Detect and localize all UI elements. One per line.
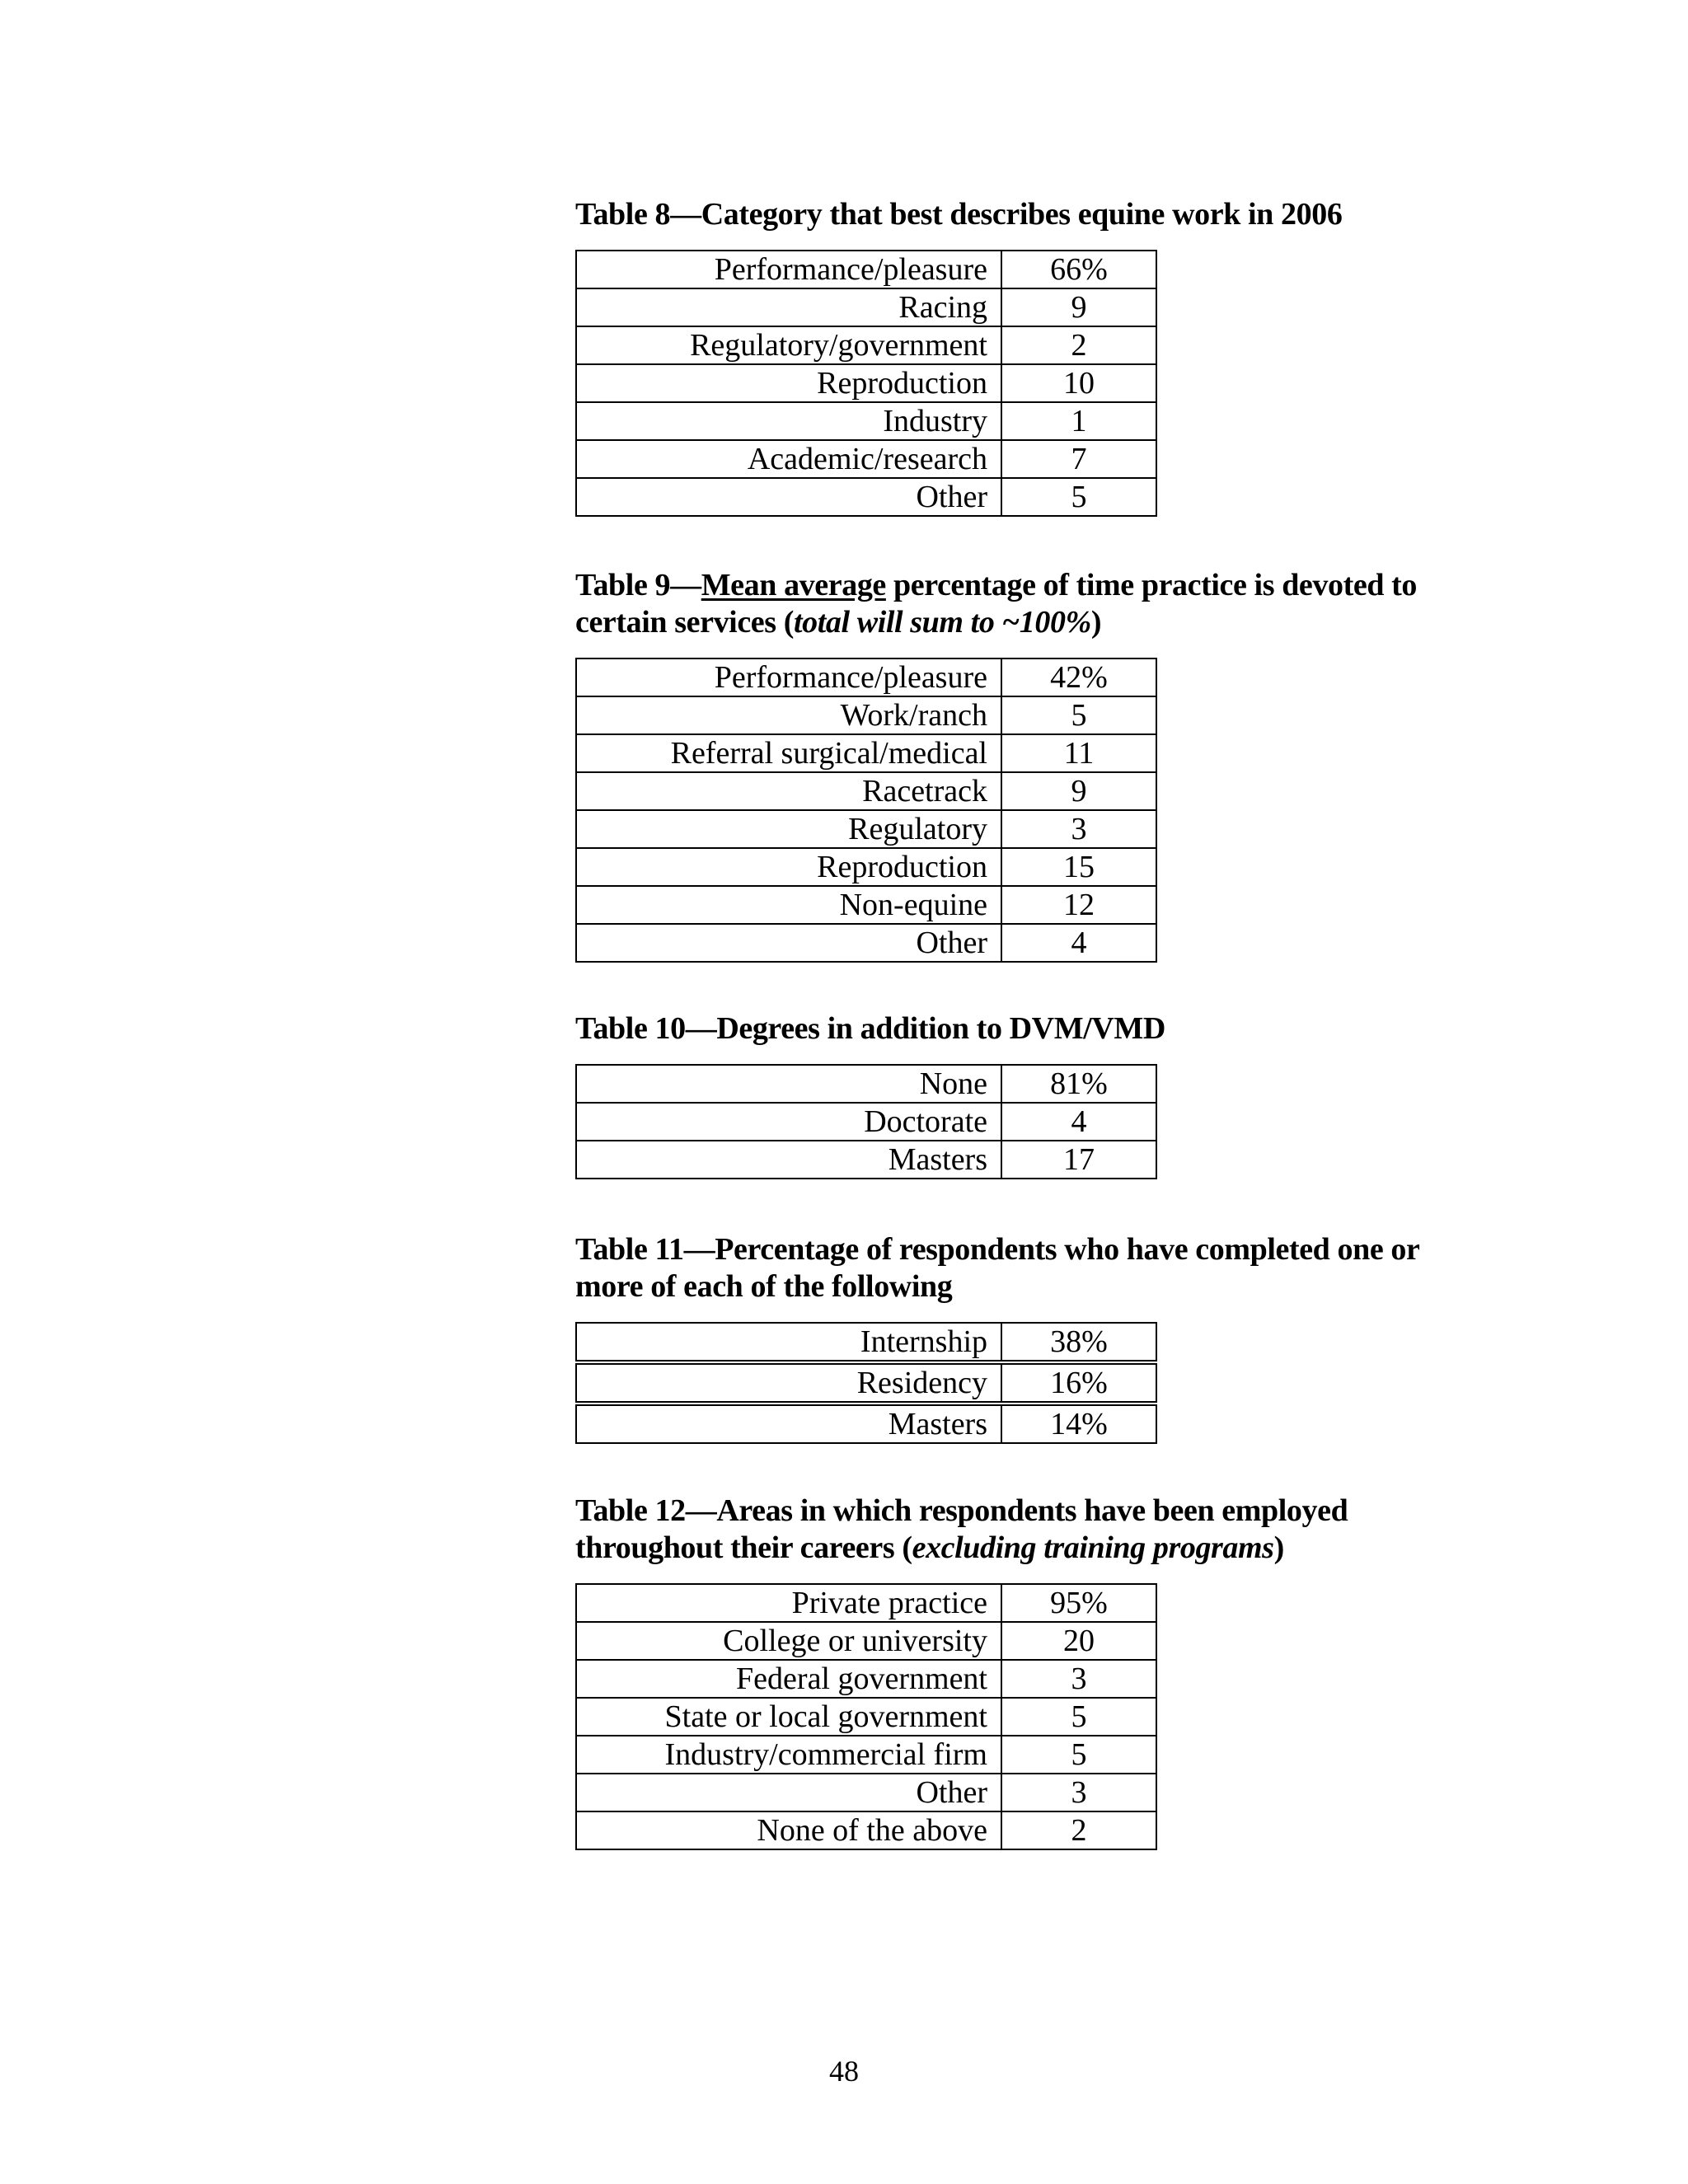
row-label: Internship <box>576 1323 1001 1362</box>
table-row <box>576 810 1156 848</box>
caption-underlined: Mean average <box>701 568 886 602</box>
table-12-caption <box>575 1493 1482 1567</box>
row-label: Residency <box>576 1362 1001 1404</box>
page-number: 48 <box>829 2055 859 2088</box>
row-label: Masters <box>576 1141 1001 1179</box>
table-row <box>576 1103 1156 1141</box>
table-10-section <box>575 1010 1482 1179</box>
row-value: 42% <box>1001 658 1156 696</box>
row-label: Other <box>576 478 1001 516</box>
row-label: Reproduction <box>576 364 1001 402</box>
table-row <box>576 1774 1156 1811</box>
row-label: Racetrack <box>576 772 1001 810</box>
row-label: Masters <box>576 1404 1001 1443</box>
row-value: 10 <box>1001 364 1156 402</box>
row-label: Industry/commercial firm <box>576 1736 1001 1774</box>
row-label: Other <box>576 1774 1001 1811</box>
table-row <box>576 1323 1156 1362</box>
row-label: Performance/pleasure <box>576 251 1001 288</box>
table-row <box>576 364 1156 402</box>
table-row <box>576 1736 1156 1774</box>
table-row <box>576 478 1156 516</box>
row-value: 20 <box>1001 1622 1156 1660</box>
row-value: 3 <box>1001 810 1156 848</box>
caption-prefix: Table 9— <box>575 568 701 602</box>
row-label: Federal government <box>576 1660 1001 1698</box>
table-11 <box>575 1322 1157 1444</box>
table-row <box>576 1660 1156 1698</box>
table-row <box>576 288 1156 326</box>
row-label: Private practice <box>576 1584 1001 1622</box>
table-row <box>576 848 1156 886</box>
row-value: 81% <box>1001 1065 1156 1103</box>
row-value: 17 <box>1001 1141 1156 1179</box>
table-10 <box>575 1064 1157 1179</box>
table-row <box>576 326 1156 364</box>
table-10-caption: Table 10—Degrees in addition to DVM/VMD <box>575 1011 1165 1046</box>
caption-suffix: ) <box>1273 1530 1284 1565</box>
table-row <box>576 440 1156 478</box>
row-value: 2 <box>1001 1811 1156 1849</box>
caption-suffix: ) <box>1090 605 1102 640</box>
table-11-section <box>575 1231 1482 1444</box>
row-value: 4 <box>1001 1103 1156 1141</box>
row-label: Regulatory/government <box>576 326 1001 364</box>
table-8-caption: Table 8—Category that best describes equine work in 2006 <box>575 197 1343 232</box>
table-8 <box>575 250 1157 517</box>
row-value: 9 <box>1001 772 1156 810</box>
caption-middle: percentage of time practice is devoted to certain services ( <box>575 568 1418 640</box>
row-label: Performance/pleasure <box>576 658 1001 696</box>
row-value: 5 <box>1001 478 1156 516</box>
table-row <box>576 924 1156 962</box>
table-row <box>576 1404 1156 1443</box>
row-value: 4 <box>1001 924 1156 962</box>
table-row <box>576 772 1156 810</box>
table-row <box>576 1141 1156 1179</box>
row-value: 1 <box>1001 402 1156 440</box>
row-value: 16% <box>1001 1362 1156 1404</box>
row-label: Academic/research <box>576 440 1001 478</box>
row-value: 12 <box>1001 886 1156 924</box>
row-value: 2 <box>1001 326 1156 364</box>
row-label: None of the above <box>576 1811 1001 1849</box>
row-label: College or university <box>576 1622 1001 1660</box>
table-11-caption: Table 11—Percentage of respondents who have completed one or more of each of the following <box>575 1232 1419 1304</box>
table-row <box>576 658 1156 696</box>
row-label: Other <box>576 924 1001 962</box>
row-label: Doctorate <box>576 1103 1001 1141</box>
table-row <box>576 402 1156 440</box>
table-row <box>576 1622 1156 1660</box>
row-value: 95% <box>1001 1584 1156 1622</box>
row-value: 5 <box>1001 1736 1156 1774</box>
table-12 <box>575 1583 1157 1850</box>
table-9-section <box>575 567 1482 963</box>
row-label: Regulatory <box>576 810 1001 848</box>
row-value: 38% <box>1001 1323 1156 1362</box>
caption-italic: total will sum to ~100% <box>794 605 1091 640</box>
row-label: Racing <box>576 288 1001 326</box>
row-label: Referral surgical/medical <box>576 734 1001 772</box>
table-row <box>576 1698 1156 1736</box>
row-label: Industry <box>576 402 1001 440</box>
row-value: 3 <box>1001 1660 1156 1698</box>
table-row <box>576 734 1156 772</box>
caption-italic: excluding training programs <box>912 1530 1274 1565</box>
row-value: 9 <box>1001 288 1156 326</box>
row-value: 15 <box>1001 848 1156 886</box>
table-row <box>576 251 1156 288</box>
table-9-caption <box>575 567 1482 641</box>
table-row <box>576 1584 1156 1622</box>
row-value: 5 <box>1001 1698 1156 1736</box>
caption-prefix: Table 12—Areas in which respondents have been employed throughout their careers ( <box>575 1493 1348 1565</box>
row-value: 66% <box>1001 251 1156 288</box>
row-label: State or local government <box>576 1698 1001 1736</box>
row-value: 5 <box>1001 696 1156 734</box>
table-9 <box>575 658 1157 963</box>
table-row <box>576 1065 1156 1103</box>
row-label: Reproduction <box>576 848 1001 886</box>
table-12-section <box>575 1493 1482 1850</box>
row-value: 7 <box>1001 440 1156 478</box>
table-row <box>576 696 1156 734</box>
table-row <box>576 886 1156 924</box>
row-value: 14% <box>1001 1404 1156 1443</box>
row-value: 3 <box>1001 1774 1156 1811</box>
table-row <box>576 1811 1156 1849</box>
row-label: None <box>576 1065 1001 1103</box>
table-8-section <box>575 196 1482 517</box>
row-value: 11 <box>1001 734 1156 772</box>
table-row <box>576 1362 1156 1404</box>
row-label: Work/ranch <box>576 696 1001 734</box>
row-label: Non-equine <box>576 886 1001 924</box>
